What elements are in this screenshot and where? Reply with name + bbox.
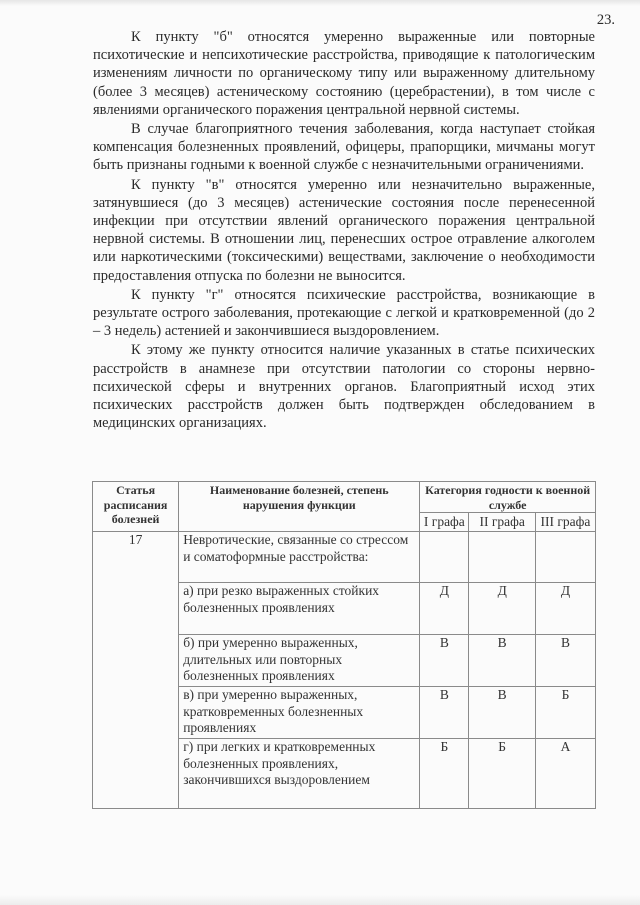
row-description: а) при резко выраженных стойких болезненных проявлениях xyxy=(179,583,420,635)
row-category-3: Д xyxy=(535,583,595,635)
paragraph-anamnesis: К этому же пункту относится наличие указанных в статье психических расстройств в анамнезе при отсутствии патологии со стороны нервно-психической сферы и внутренних органов. Благоприятный исход этих психических расстройств должен быть подтвержден обследованием в медицинских организациях. xyxy=(93,342,595,432)
row-category-3: В xyxy=(535,635,595,687)
row-category-2: Б xyxy=(469,739,536,809)
row-description: г) при легких и кратковременных болезненных проявлениях, закончившихся выздоровлением xyxy=(179,739,420,809)
paragraph-punkt-g: К пункту "г" относятся психические расстройства, возникающие в результате острого заболевания, протекающие с легкой и кратковременной (до 2 – 3 недель) астенией и закончившиеся выздоровлением. xyxy=(93,286,595,340)
row-category-2: В xyxy=(469,635,536,687)
header-article: Статья расписания болезней xyxy=(93,482,179,532)
page-number: 23. xyxy=(596,12,615,28)
paragraph-punkt-b: К пункту "б" относятся умеренно выраженные или повторные психотические и непсихотические расстройства, приводящие к патологическим изменениям личности по органическому типу или выраженному длительному (более 3 месяцев) астеническому состоянию (церебрастении), в том числе с явлениями органического поражения центральной нервной системы. xyxy=(93,29,595,118)
article-number: 17 xyxy=(93,532,179,809)
row-category-3: Б xyxy=(535,687,595,739)
table-row-intro xyxy=(93,532,596,583)
row-category-1: Д xyxy=(420,583,469,635)
row-category-2: В xyxy=(469,687,536,739)
row-category-3: А xyxy=(535,739,595,809)
article-intro: Невротические, связанные со стрессом и соматоформные расстройства: xyxy=(179,532,420,583)
header-column-1: I графа xyxy=(420,513,469,532)
row-category-2: Д xyxy=(469,583,536,635)
scan-edge-top xyxy=(0,0,640,6)
header-disease-name: Наименование болезней, степень нарушения функции xyxy=(179,482,420,532)
row-category-1: В xyxy=(420,687,469,739)
header-fitness-category: Категория годности к военной службе xyxy=(420,482,596,513)
header-column-2: II графа xyxy=(469,513,536,532)
row-description: б) при умеренно выраженных, длительных или повторных болезненных проявлениях xyxy=(179,635,420,687)
paragraph-punkt-v: К пункту "в" относятся умеренно или незначительно выраженные, затянувшиеся (до 3 месяцев) астенические состояния после перенесенной инфекции при отсутствии явлений органического поражения центральной нервной системы. В отношении лиц, перенесших острое отравление алкоголем или наркотическими (токсическими) веществами, заключение о необходимости предоставления отпуска по болезни не выносится. xyxy=(93,176,595,284)
body-text xyxy=(93,28,595,433)
row-description: в) при умеренно выраженных, кратковременных болезненных проявлениях xyxy=(179,687,420,739)
scan-edge-bottom xyxy=(0,895,640,905)
header-column-3: III графа xyxy=(535,513,595,532)
row-category-1: В xyxy=(420,635,469,687)
disease-schedule-table xyxy=(92,481,596,809)
row-category-1: Б xyxy=(420,739,469,809)
paragraph-favorable-course: В случае благоприятного течения заболевания, когда наступает стойкая компенсация болезненных проявлений, офицеры, прапорщики, мичманы могут быть признаны годными к военной службе с незначительными ограничениями. xyxy=(93,121,595,174)
